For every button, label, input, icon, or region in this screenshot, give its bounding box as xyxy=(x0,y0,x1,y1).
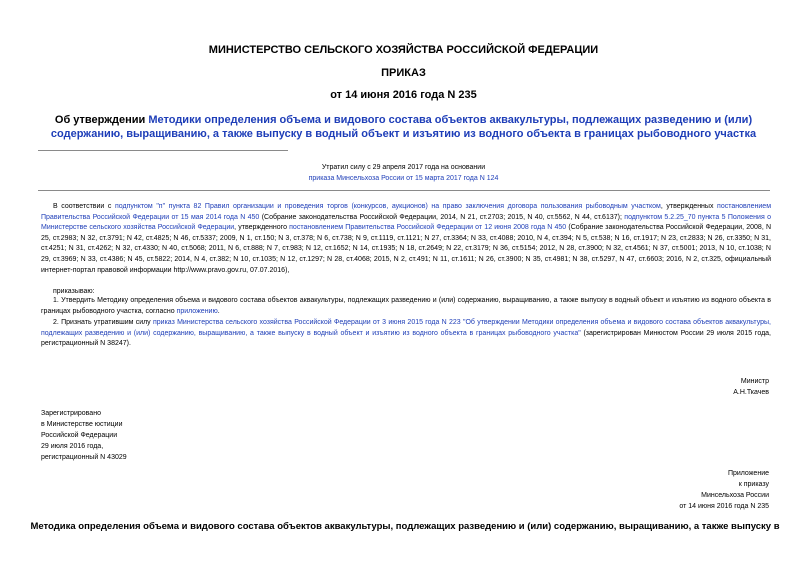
appendix-line: Минсельхоза России xyxy=(701,492,769,499)
ministry-heading: МИНИСТЕРСТВО СЕЛЬСКОГО ХОЗЯЙСТВА РОССИЙСКОЙ ФЕДЕРАЦИИ xyxy=(208,44,599,56)
registration-line: в Министерстве юстиции xyxy=(41,421,123,428)
order-item-1: 1. Утвердить Методику определения объема и видового состава объектов аквакультуры, подлежащих разведению и (или) содержанию, выращиванию, а также выпуску в водный объект и изъятию из водного объекта в границах рыбоводного участка, согласно приложению. xyxy=(41,297,771,315)
title-divider xyxy=(38,150,288,151)
appendix-block xyxy=(549,468,769,512)
document-title xyxy=(36,113,771,141)
doc-type-heading: ПРИКАЗ xyxy=(381,67,426,79)
order-item-2: 2. Признать утратившим силу приказ Министерства сельского хозяйства Российской Федерации от 3 июня 2015 года N 223 "Об утверждении Методики определения объема и видового состава объектов аквакультуры, подлежащих разведению и (или) содержанию, выращиванию, а также выпуску в водный объект и изъятию из водного объекта в границах рыбоводного участка" (зарегистрирован Минюстом России 29 июля 2015 года, регистрационный N 38247). xyxy=(41,319,771,348)
status-note xyxy=(0,162,807,184)
registration-line: 29 июля 2016 года, xyxy=(41,443,104,450)
status-link[interactable]: приказа Минсельхоза России от 15 марта 2017 года N 124 xyxy=(308,175,499,182)
preamble-link-regulation[interactable]: подпунктом 5.2.25_70 пункта 5 Положения о Министерстве сельского хозяйства Российской Федерации xyxy=(41,213,771,232)
title-prefix: Об утверждении xyxy=(54,114,149,126)
signature-name: А.Н.Ткачев xyxy=(733,389,769,396)
preamble-paragraph: В соответствии с подпунктом "п" пункта 82 Правил организации и проведения торгов (конкурсов, аукционов) на право заключения договора пользования рыбоводным участком, утвержденных постановлением Правительства Российской Федерации от 15 мая 2014 года N 450 (Собрание законодательства Российской Федерации, 2014, N 21, ст.2703; 2015, N 40, ст.5562, N 44, ст.6137); подпунктом 5.2.25_70 пункта 5 Положения о Министерстве сельского хозяйства Российской Федерации, утвержденного постановлением Правительства Российской Федерации от 12 июня 2008 года N 450 (Собрание законодательства Российской Федерации, 2008, N 25, ст.2983; N 32, ст.3791; N 42, ст.4825; N 46, ст.5337; 2009, N 1, ст.150; N 3, ст.378; N 6, ст.738; N 9, ст.1119, ст.1121; N 27, ст.3364; N 33, ст.4088; 2010, N 4, ст.394; N 5, ст.538; N 16, ст.1917; N 23, ст.2833; N 26, ст.3350; N 31, ст.4251; N 31, ст.4262; N 32, ст.4330; N 40, ст.5068; 2011, N 6, ст.888; N 7, ст.983; N 12, ст.1652; N 14, ст.1935; N 18, ст.2649; N 22, ст.3179; N 36, ст.5154; 2012, N 28, ст.3900; N 32, ст.4561; N 37, ст.5001; 2013, N 10, ст.1038; N 29, ст.3969; N 33, ст.4386; N 45, ст.5822; 2014, N 4, ст.382; N 10, ст.1035; N 12, ст.1297; N 28, ст.4068; 2015, N 2, ст.491; N 11, ст.1611; N 26, ст.3900; N 35, ст.4981; N 38, ст.5297, N 47, ст.6603; 2016, N 2, ст.325, официальный интернет-портал правовой информации http://www.pravo.gov.ru, 07.07.2016), xyxy=(41,203,772,274)
order-word: приказываю: xyxy=(53,288,95,295)
registration-line: Зарегистрировано xyxy=(41,410,101,417)
appendix-line: Приложение xyxy=(727,470,769,477)
registration-block xyxy=(41,408,241,463)
appendix-line: от 14 июня 2016 года N 235 xyxy=(679,503,769,510)
status-line: Утратил силу с 29 апреля 2017 года на основании xyxy=(321,164,486,171)
title-link[interactable]: Методики определения объема и видового состава объектов аквакультуры, подлежащих разведению и (или) содержанию, выращиванию, а также выпуску в водный объект и изъятию из водного объекта в границах рыбоводного участка xyxy=(50,114,757,140)
methodology-title: Методика определения объема и видового состава объектов аквакультуры, подлежащих разведению и (или) содержанию, выращиванию, а также выпуску в xyxy=(30,521,780,532)
registration-line: регистрационный N 43029 xyxy=(41,454,127,461)
doc-date-number: от 14 июня 2016 года N 235 xyxy=(330,89,477,101)
registration-line: Российской Федерации xyxy=(41,432,118,439)
signature-block xyxy=(569,376,769,398)
signature-position: Министр xyxy=(740,378,769,385)
preamble-link-decree-2008[interactable]: постановлением Правительства Российской Федерации от 12 июня 2008 года N 450 xyxy=(289,224,567,232)
appendix-link[interactable]: приложению xyxy=(176,307,218,315)
repealed-order-link[interactable]: приказ Министерства сельского хозяйства Российской Федерации от 3 июня 2015 года N 223 "Об утверждении Методики определения объема и видового состава объектов аквакультуры, подлежащих разведению и (или) содержанию, выращиванию, а также выпуску в водный объект и изъятию из водного объекта в границах рыбоводного участка" xyxy=(41,319,771,337)
preamble-link-decree-2014[interactable]: постановлением Правительства Российской Федерации от 15 мая 2014 года N 450 xyxy=(41,203,772,221)
status-divider xyxy=(38,190,770,191)
appendix-line: к приказу xyxy=(738,481,769,488)
preamble-link-rules[interactable]: подпунктом "п" пункта 82 Правил организации и проведения торгов (конкурсов, аукционов) на право заключения договора пользования рыбоводным участком xyxy=(115,203,661,210)
